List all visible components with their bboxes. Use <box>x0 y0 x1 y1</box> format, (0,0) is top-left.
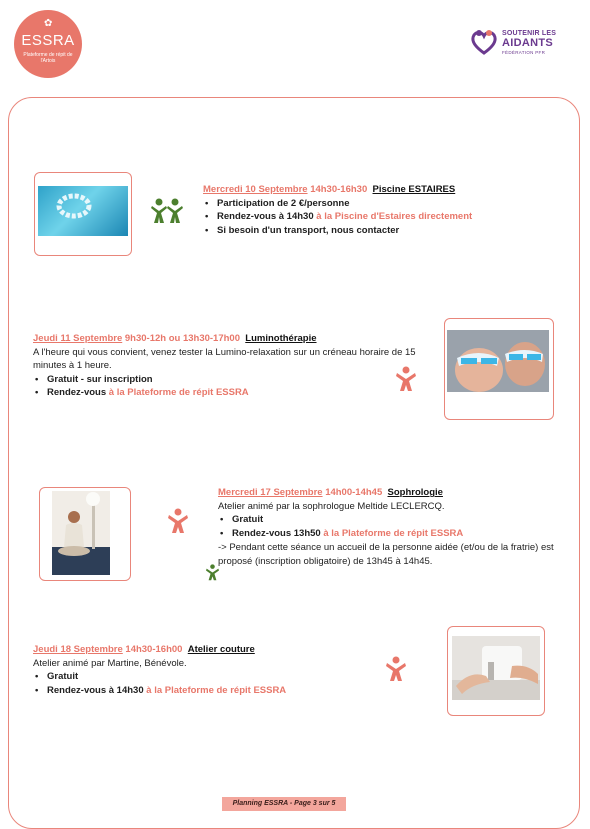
luminotherapy-photo <box>447 330 549 392</box>
list-item: • Rendez-vous à 14h30 à la Piscine d'Estaires directement <box>217 210 563 224</box>
sophrology-photo <box>52 491 110 575</box>
event-sophrologie <box>218 486 556 568</box>
event-date: Jeudi 18 Septembre <box>33 644 123 655</box>
person-icon <box>386 656 406 682</box>
event-date: Mercredi 10 Septembre <box>203 184 308 195</box>
list-item: • Rendez-vous 13h50 à la Plateforme de répit ESSRA <box>232 527 556 541</box>
event-name: Piscine ESTAIRES <box>372 184 456 195</box>
list-item: • Participation de 2 €/personne <box>217 197 563 211</box>
person-icon <box>168 508 188 534</box>
event-time: 14h30-16h00 <box>125 644 183 655</box>
event-place: à la Plateforme de répit ESSRA <box>108 387 249 398</box>
event-note: -> Pendant cette séance un accueil de la personne aidée (et/ou de la fratrie) est proposé (inscription obligatoire) de 13h45 à 14h45. <box>218 542 554 567</box>
list-item: • Si besoin d'un transport, nous contacter <box>217 224 563 238</box>
event-place: à la Piscine d'Estaires directement <box>316 211 473 222</box>
list-item: • Rendez-vous à la Plateforme de répit ESSRA <box>47 386 423 400</box>
event-date: Jeudi 11 Septembre <box>33 333 123 344</box>
essra-logo-subtitle: Plateforme de répit de l'Artois <box>23 52 73 64</box>
list-item: • Gratuit <box>47 670 393 684</box>
aidants-logo-line1: SOUTENIR LES <box>502 30 557 37</box>
people-icon <box>150 198 184 224</box>
leaf-icon: ✿ <box>44 18 53 29</box>
sewing-machine-icon <box>452 636 540 700</box>
event-details <box>203 197 563 238</box>
essra-logo-name: ESSRA <box>21 32 75 49</box>
list-item: • Gratuit - sur inscription <box>47 373 423 387</box>
person-icon <box>396 366 416 392</box>
event-intro: Atelier animé par Martine, Bénévole. <box>33 657 187 669</box>
event-atelier-couture <box>33 643 393 697</box>
event-time: 9h30-12h ou 13h30-17h00 <box>124 333 240 344</box>
event-name: Luminothérapie <box>245 333 317 344</box>
event-title <box>33 643 393 657</box>
event-details <box>33 670 393 697</box>
sewing-photo <box>452 636 540 700</box>
event-name: Sophrologie <box>387 487 443 498</box>
essra-logo <box>14 10 82 78</box>
event-title <box>218 486 556 500</box>
event-details <box>33 373 423 400</box>
list-item: • Gratuit <box>232 513 556 527</box>
event-intro: A l'heure qui vous convient, venez tester la Lumino-relaxation sur un créneau horaire de 15 minutes à 1 heure. <box>33 346 416 371</box>
event-name: Atelier couture <box>187 644 255 655</box>
event-place: à la Plateforme de répit ESSRA <box>146 684 287 696</box>
aidants-logo-line2: AIDANTS <box>502 37 553 49</box>
soutenir-les-aidants-logo <box>470 26 560 62</box>
list-item: • Rendez-vous à 14h30 à la Plateforme de répit ESSRA <box>47 684 393 698</box>
event-piscine <box>203 183 563 237</box>
light-glasses-icon <box>447 330 549 392</box>
pool-ring-icon <box>38 186 128 236</box>
event-date: Mercredi 17 Septembre <box>218 487 323 498</box>
event-time: 14h30-16h30 <box>310 184 368 195</box>
event-place: à la Plateforme de répit ESSRA <box>323 527 464 539</box>
aidants-logo-line3: FÉDÉRATION PFR <box>502 50 546 55</box>
page-footer: Planning ESSRA - Page 3 sur 5 <box>222 797 346 811</box>
event-details <box>218 513 556 540</box>
event-time: 14h00-14h45 <box>325 487 383 498</box>
event-title <box>203 183 563 197</box>
heart-people-icon <box>470 28 498 56</box>
pool-photo <box>38 186 128 236</box>
meditating-person-icon <box>52 491 110 575</box>
event-title <box>33 332 423 346</box>
event-luminotherapie <box>33 332 423 400</box>
event-intro: Atelier animé par la sophrologue Meltide LECLERCQ. <box>218 500 445 512</box>
